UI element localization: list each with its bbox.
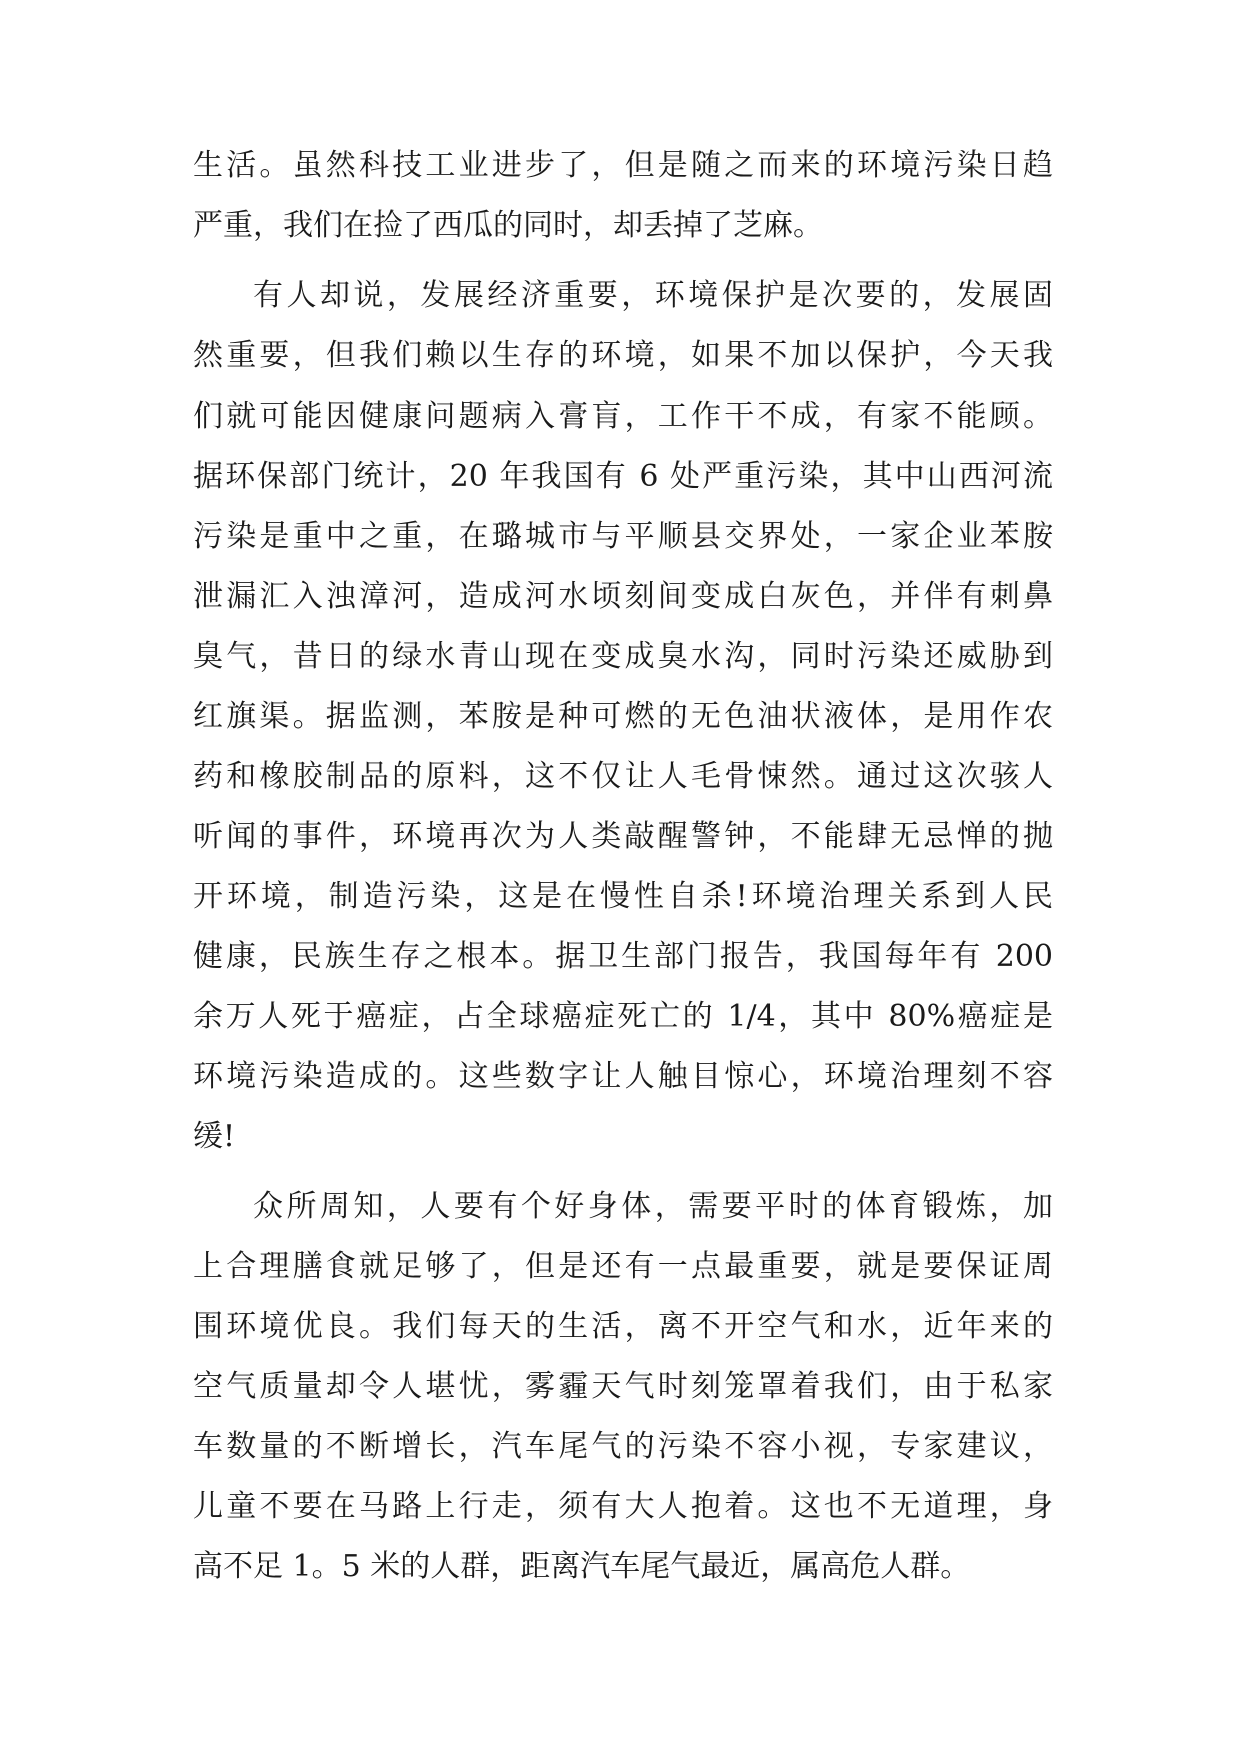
text-line: 臭气，昔日的绿水青山现在变成臭水沟，同时污染还威胁到 [193, 639, 1053, 674]
text-line: 听闻的事件，环境再次为人类敲醒警钟，不能肆无忌惮的抛 [193, 819, 1053, 854]
text-line: 开环境，制造污染，这是在慢性自杀!环境治理关系到人民 [193, 879, 1053, 914]
text-line: 高不足 1。5 米的人群，距离汽车尾气最近，属高危人群。 [193, 1549, 971, 1584]
text-line: 严重，我们在捡了西瓜的同时，却丢掉了芝麻。 [193, 208, 823, 243]
text-line: 环境污染造成的。这些数字让人触目惊心，环境治理刻不容 [193, 1059, 1053, 1094]
text-line: 污染是重中之重，在璐城市与平顺县交界处，一家企业苯胺 [193, 519, 1053, 554]
text-line: 然重要，但我们赖以生存的环境，如果不加以保护，今天我 [193, 338, 1053, 373]
text-line: 众所周知，人要有个好身体，需要平时的体育锻炼，加 [253, 1189, 1053, 1224]
text-line: 余万人死于癌症，占全球癌症死亡的 1/4，其中 80%癌症是 [193, 999, 1053, 1034]
text-line: 红旗渠。据监测，苯胺是种可燃的无色油状液体，是用作农 [193, 699, 1053, 734]
text-line: 有人却说，发展经济重要，环境保护是次要的，发展固 [253, 278, 1053, 313]
text-line: 围环境优良。我们每天的生活，离不开空气和水，近年来的 [193, 1309, 1053, 1344]
text-line: 们就可能因健康问题病入膏肓，工作干不成，有家不能顾。 [193, 399, 1053, 434]
text-line: 儿童不要在马路上行走，须有大人抱着。这也不无道理，身 [193, 1489, 1053, 1524]
text-line: 车数量的不断增长，汽车尾气的污染不容小视，专家建议， [193, 1429, 1053, 1464]
text-line: 据环保部门统计，20 年我国有 6 处严重污染，其中山西河流 [193, 459, 1053, 494]
text-line: 上合理膳食就足够了，但是还有一点最重要，就是要保证周 [193, 1249, 1053, 1284]
text-line: 缓! [193, 1119, 236, 1154]
text-line: 药和橡胶制品的原料，这不仅让人毛骨悚然。通过这次骇人 [193, 759, 1053, 794]
text-line: 生活。虽然科技工业进步了，但是随之而来的环境污染日趋 [193, 148, 1053, 183]
text-line: 泄漏汇入浊漳河，造成河水顷刻间变成白灰色，并伴有刺鼻 [193, 579, 1053, 614]
text-line: 空气质量却令人堪忧，雾霾天气时刻笼罩着我们，由于私家 [193, 1369, 1053, 1404]
text-line: 健康，民族生存之根本。据卫生部门报告，我国每年有 200 [193, 939, 1053, 974]
